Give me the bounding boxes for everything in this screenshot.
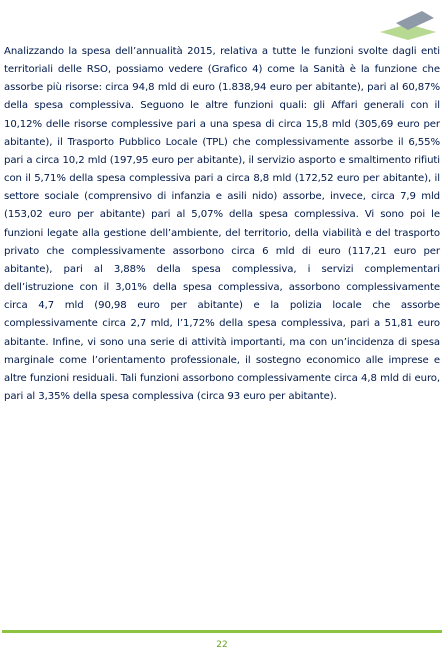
footer-rule — [2, 630, 442, 633]
body-paragraph: Analizzando la spesa dell’annualità 2015, relativa a tutte le funzioni svolte dagli enti territoriali delle RSO, possiamo vedere (Grafico 4) come la Sanità è la funzione che assorbe più risorse: circa 94,8 mld di euro (1.838,94 euro per abitante), pari al 60,87% della spesa complessiva. Seguono le altre funzioni quali: gli Affari generali con il 10,12% delle risorse complessive pari a una spesa di circa 15,8 mld (305,69 euro per abitante), il Trasporto Pubblico Locale (TPL) che complessivamente assorbe il 6,55% pari a circa 10,2 mld (197,95 euro per abitante), il servizio asporto e smaltimento rifiuti con il 5,71% della spesa complessiva pari a circa 8,8 mld (172,52 euro per abitante), il settore sociale (comprensivo di infanzia e asili nido) assorbe, invece, circa 7,9 mld (153,02 euro per abitante) pari al 5,07% della spesa complessiva. Vi sono poi le funzioni legate alla gestione dell’ambiente, del territorio, della viabilità e del trasporto privato che complessivamente assorbono circa 6 mld di euro (117,21 euro per abitante), pari al 3,88% della spesa complessiva, i servizi complementari dell’istruzione con il 3,01% della spesa complessiva, assorbono complessivamente circa 4,7 mld (90,98 euro per abitante) e la polizia locale che assorbe complessivamente circa 2,7 mld, l’1,72% della spesa complessiva, pari a 51,81 euro abitante. Infine, vi sono una serie di attività importanti, ma con un’incidenza di spesa marginale come l’orientamento professionale, il sostegno economico alle imprese e altre funzioni residuali. Tali funzioni assorbono complessivamente circa 4,8 mld di euro, pari al 3,35% della spesa complessiva (circa 93 euro per abitante). — [4, 46, 440, 402]
page-number: 22 — [216, 640, 228, 650]
header-logo-icon — [378, 6, 440, 42]
